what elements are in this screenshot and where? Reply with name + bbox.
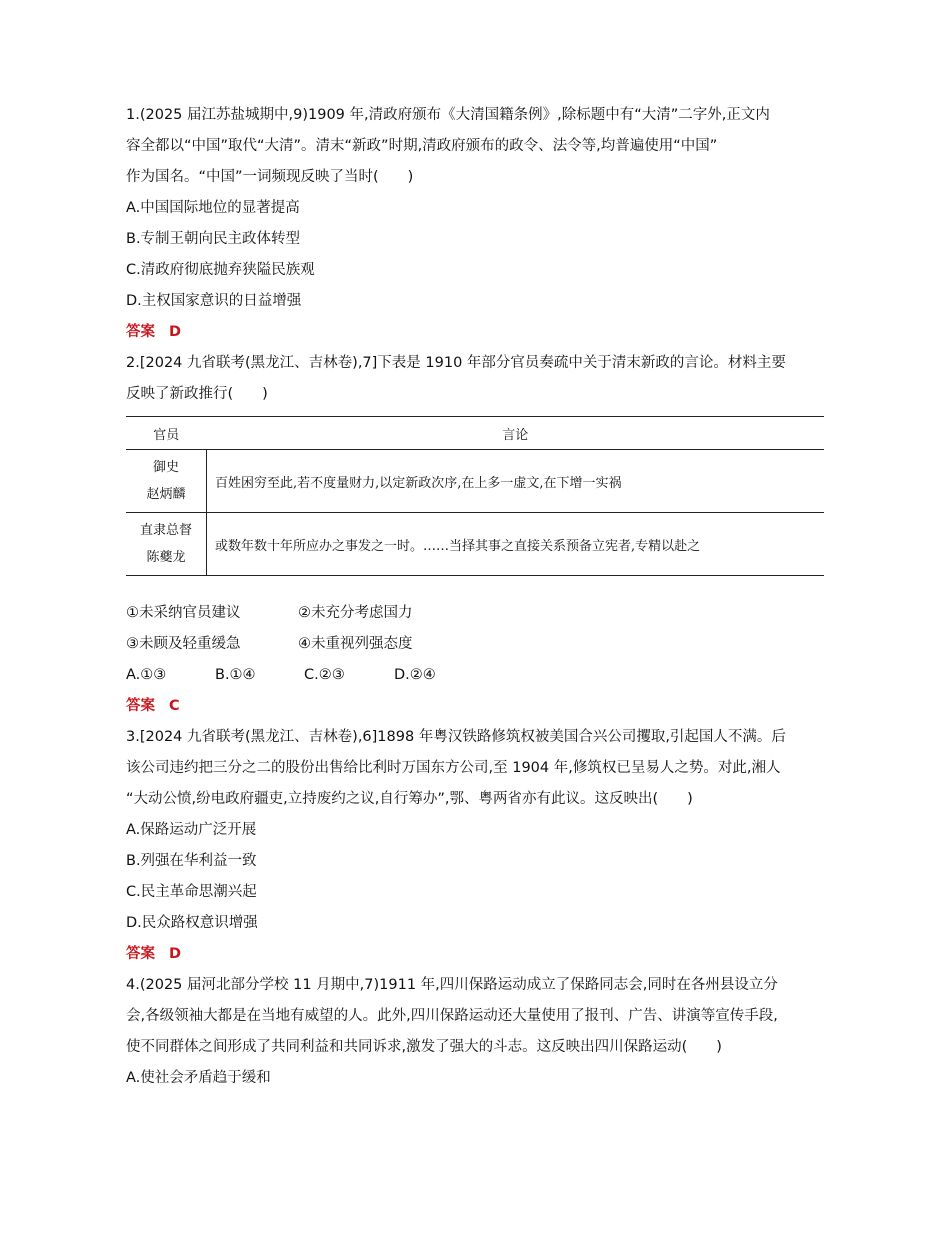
question-stem-line: 容全都以“中国”取代“大清”。清末“新政”时期,清政府颁布的政令、法令等,均普遍使用“中国”	[126, 138, 718, 154]
answer-label: 答案	[126, 946, 155, 962]
option-b: B.①④	[215, 667, 256, 683]
question-stem-line: 1.(2025 届江苏盐城期中,9)1909 年,清政府颁布《大清国籍条例》,除标题中有“大清”二字外,正文内	[126, 107, 770, 123]
answer-value: D	[169, 324, 182, 340]
option-a: A.①③	[126, 667, 167, 683]
choice-2: ②未充分考虑国力	[298, 605, 413, 621]
answer-line	[126, 939, 826, 970]
answer-label: 答案	[126, 324, 155, 340]
official-cell	[126, 513, 207, 576]
question-1	[126, 100, 826, 348]
official-name: 赵炳麟	[146, 487, 186, 502]
option-c: C.②③	[304, 667, 345, 683]
choice-4: ④未重视列强态度	[298, 636, 413, 652]
option-d: D.民众路权意识增强	[126, 915, 258, 931]
header-speech: 言论	[207, 417, 825, 450]
header-official: 官员	[126, 417, 207, 450]
options-row	[126, 660, 826, 691]
table-row	[126, 450, 824, 513]
document-page	[126, 100, 826, 1094]
option-a: A.保路运动广泛开展	[126, 822, 257, 838]
option-c: C.清政府彻底抛弃狭隘民族观	[126, 262, 315, 278]
official-cell	[126, 450, 207, 513]
option-a: A.中国国际地位的显著提高	[126, 200, 300, 216]
question-3	[126, 722, 826, 970]
question-stem-line: 2.[2024 九省联考(黑龙江、吉林卷),7]下表是 1910 年部分官员奏疏中关于清末新政的言论。材料主要	[126, 355, 786, 371]
official-title: 御史	[152, 460, 179, 475]
official-title: 直隶总督	[139, 523, 192, 538]
choice-3: ③未顾及轻重缓急	[126, 636, 241, 652]
answer-line	[126, 691, 826, 722]
option-d: D.主权国家意识的日益增强	[126, 293, 302, 309]
question-4	[126, 970, 826, 1094]
question-2	[126, 348, 826, 722]
official-name: 陈夔龙	[146, 550, 186, 565]
choice-1: ①未采纳官员建议	[126, 605, 241, 621]
question-stem-line: 作为国名。“中国”一词频现反映了当时( )	[126, 169, 414, 185]
choice-row	[126, 598, 826, 629]
question-stem-line: “大动公愤,纷电政府疆吏,立持废约之议,自行筹办”,鄂、粤两省亦有此议。这反映出( )	[126, 791, 693, 807]
option-b: B.专制王朝向民主政体转型	[126, 231, 301, 247]
question-stem-line: 3.[2024 九省联考(黑龙江、吉林卷),6]1898 年粤汉铁路修筑权被美国合兴公司攫取,引起国人不满。后	[126, 729, 786, 745]
choice-row	[126, 629, 826, 660]
option-a: A.使社会矛盾趋于缓和	[126, 1070, 271, 1086]
option-c: C.民主革命思潮兴起	[126, 884, 257, 900]
speech-cell: 或数年数十年所应办之事发之一时。……当择其事之直接关系预备立宪者,专精以赴之	[207, 513, 825, 576]
answer-value: C	[169, 698, 180, 714]
question-stem-line: 该公司违约把三分之二的股份出售给比利时万国东方公司,至 1904 年,修筑权已呈易人之势。对此,湘人	[126, 760, 781, 776]
answer-line	[126, 317, 826, 348]
question-stem-line: 使不同群体之间形成了共同利益和共同诉求,激发了强大的斗志。这反映出四川保路运动( )	[126, 1039, 722, 1055]
answer-label: 答案	[126, 698, 155, 714]
question-stem-line: 会,各级领袖大都是在当地有威望的人。此外,四川保路运动还大量使用了报刊、广告、讲演等宣传手段,	[126, 1008, 778, 1024]
officials-table	[126, 416, 824, 576]
question-stem-line: 4.(2025 届河北部分学校 11 月期中,7)1911 年,四川保路运动成立了保路同志会,同时在各州县设立分	[126, 977, 778, 993]
option-d: D.②④	[394, 667, 436, 683]
speech-cell: 百姓困穷至此,若不度量财力,以定新政次序,在上多一虚文,在下增一实祸	[207, 450, 825, 513]
table-row	[126, 513, 824, 576]
answer-value: D	[169, 946, 182, 962]
option-b: B.列强在华利益一致	[126, 853, 257, 869]
question-stem-line: 反映了新政推行( )	[126, 386, 268, 402]
table-header-row	[126, 417, 824, 450]
